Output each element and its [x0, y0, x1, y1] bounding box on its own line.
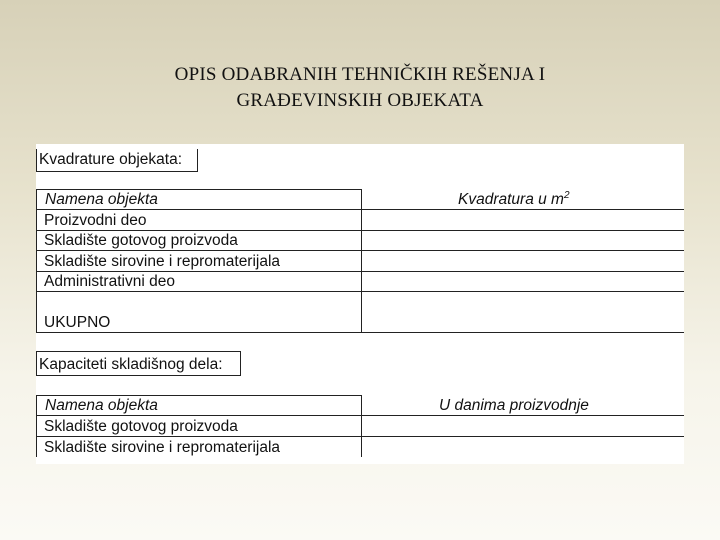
table1-column-divider [361, 189, 362, 332]
table1-row-label: Administrativni deo [44, 273, 175, 290]
table1-top-border-left [36, 189, 361, 190]
table2-row-label: Skladište sirovine i repromaterijala [44, 439, 281, 456]
table2-top-border-left [36, 395, 361, 396]
slide-title [60, 62, 660, 114]
table2-heading-underline [36, 375, 241, 376]
table1-row-border [36, 250, 684, 251]
table1-heading-underline [36, 171, 198, 172]
table1-row-border [36, 271, 684, 272]
table1-col2-header: Kvadratura u $m^2$ [458, 189, 570, 208]
slide-title-line-2: GRAĐEVINSKIH OBJEKATA [236, 90, 484, 111]
table1-heading-right-border [197, 149, 198, 171]
table1-left-border [36, 189, 37, 332]
table1-total-label: UKUPNO [44, 314, 111, 331]
table2-row-border [36, 436, 684, 437]
table1-col1-header: Namena objekta [45, 191, 158, 208]
superscript-2: 2 [563, 189, 570, 201]
table1-row-label: Proizvodni deo [44, 212, 147, 229]
table1-row-border [36, 291, 684, 292]
table2-column-divider [361, 395, 362, 457]
table1-row-border [36, 230, 684, 231]
table1-heading: Kvadrature objekata: [39, 151, 183, 168]
spreadsheet-area [36, 144, 684, 464]
table1-row-label: Skladište gotovog proizvoda [44, 232, 238, 249]
table2-heading-topline [36, 351, 241, 352]
table2-row-label: Skladište gotovog proizvoda [44, 418, 238, 435]
slide-title-line-1: OPIS ODABRANIH TEHNIČKIH REŠENJA I [174, 64, 546, 85]
table1-bottom-border [36, 332, 684, 333]
table1-row-label: Skladište sirovine i repromaterijala [44, 253, 281, 270]
table2-col2-header: U danima proizvodnje [439, 397, 589, 414]
table2-col1-header: Namena objekta [45, 397, 158, 414]
table1-header-border [36, 209, 684, 210]
table2-heading: Kapaciteti skladišnog dela: [39, 356, 223, 373]
table1-heading-left-border [36, 149, 37, 171]
table2-heading-left-border [36, 351, 37, 375]
table2-left-border [36, 395, 37, 457]
table2-heading-right-border [240, 351, 241, 375]
table2-header-border [36, 415, 684, 416]
